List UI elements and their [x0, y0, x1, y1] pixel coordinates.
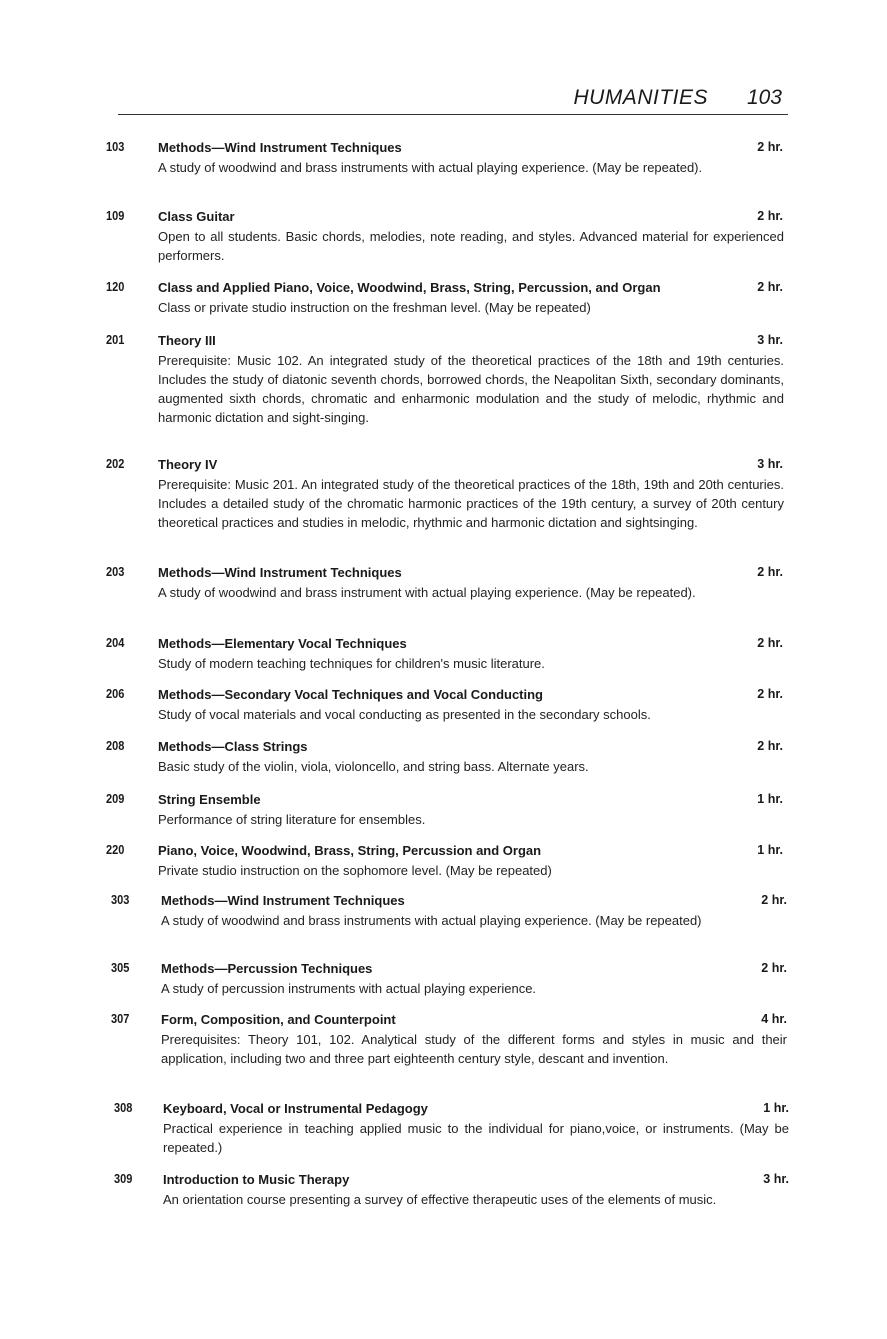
course-description: Practical experience in teaching applied music to the individual for piano,voice, or instruments. (May be repeated.) — [163, 1121, 789, 1155]
course-description: A study of percussion instruments with actual playing experience. — [161, 981, 537, 996]
course-number: 305 — [111, 961, 130, 975]
course-number: 307 — [111, 1012, 130, 1026]
course-number: 206 — [106, 687, 125, 701]
course-description: Class or private studio instruction on the freshman level. (May be repeated) — [158, 300, 591, 315]
course-number: 109 — [106, 209, 125, 223]
course-description: Basic study of the violin, viola, violoncello, and string bass. Alternate years. — [158, 759, 589, 774]
course-hours: 3 hr. — [757, 457, 783, 471]
course-title: Theory IV — [158, 457, 218, 472]
course-hours: 2 hr. — [757, 565, 783, 579]
course-title: Keyboard, Vocal or Instrumental Pedagogy — [163, 1101, 428, 1116]
course-description: Study of modern teaching techniques for children's music literature. — [158, 656, 545, 671]
course-title: Class and Applied Piano, Voice, Woodwind, Brass, String, Percussion, and Organ — [158, 280, 661, 295]
course-hours: 2 hr. — [757, 739, 783, 753]
course-number: 204 — [106, 636, 125, 650]
course-title: String Ensemble — [158, 792, 261, 807]
course-title: Methods—Secondary Vocal Techniques and Vocal Conducting — [158, 687, 543, 702]
course-number: 202 — [106, 457, 125, 471]
course-title: Methods—Class Strings — [158, 739, 308, 754]
course-description: Prerequisite: Music 102. An integrated study of the theoretical practices of the 18th and 19th centuries. Includes the study of diatonic seventh chords, borrowed chords, the Neapolitan Sixth, secondary dominants, augmented sixth chords, chromatic and enharmonic modulation and the study of melodic, rhythmic and harmonic dictation and sight-singing. — [158, 353, 784, 425]
section-title: HUMANITIES — [573, 86, 708, 109]
course-title: Introduction to Music Therapy — [163, 1172, 350, 1187]
course-description: Open to all students. Basic chords, melodies, note reading, and styles. Advanced material for experienced performers. — [158, 229, 784, 263]
course-description: A study of woodwind and brass instrument with actual playing experience. (May be repeated). — [158, 585, 696, 600]
course-title: Methods—Elementary Vocal Techniques — [158, 636, 407, 651]
course-title: Piano, Voice, Woodwind, Brass, String, Percussion and Organ — [158, 843, 542, 858]
course-number: 208 — [106, 739, 125, 753]
course-hours: 2 hr. — [757, 140, 783, 154]
course-description: A study of woodwind and brass instruments with actual playing experience. (May be repeated) — [161, 913, 702, 928]
course-description: An orientation course presenting a survey of effective therapeutic uses of the elements of music. — [163, 1192, 717, 1207]
course-title: Theory III — [158, 333, 216, 348]
course-hours: 1 hr. — [757, 843, 783, 857]
page-header — [118, 86, 788, 115]
course-description: Prerequisites: Theory 101, 102. Analytical study of the different forms and styles in music and their application, including two and three part eighteenth century style, descant and invention. — [161, 1032, 787, 1066]
course-number: 309 — [114, 1172, 133, 1186]
course-description: Private studio instruction on the sophomore level. (May be repeated) — [158, 863, 552, 878]
course-hours: 2 hr. — [757, 636, 783, 650]
course-hours: 3 hr. — [757, 333, 783, 347]
course-number: 209 — [106, 792, 125, 806]
course-description: Study of vocal materials and vocal conducting as presented in the secondary schools. — [158, 707, 651, 722]
course-number: 308 — [114, 1101, 133, 1115]
course-hours: 1 hr. — [757, 792, 783, 806]
course-title: Methods—Wind Instrument Techniques — [158, 140, 402, 155]
course-description: Performance of string literature for ensembles. — [158, 812, 426, 827]
course-number: 103 — [106, 140, 125, 154]
course-number: 201 — [106, 333, 125, 347]
course-hours: 2 hr. — [757, 280, 783, 294]
course-hours: 3 hr. — [763, 1172, 789, 1186]
course-description: A study of woodwind and brass instruments with actual playing experience. (May be repeated). — [158, 160, 703, 175]
course-hours: 2 hr. — [761, 961, 787, 975]
course-hours: 1 hr. — [763, 1101, 789, 1115]
course-title: Methods—Wind Instrument Techniques — [158, 565, 402, 580]
page-number: 103 — [746, 86, 782, 109]
course-number: 220 — [106, 843, 125, 857]
course-title: Methods—Percussion Techniques — [161, 961, 373, 976]
course-hours: 4 hr. — [761, 1012, 787, 1026]
course-number: 120 — [106, 280, 125, 294]
course-hours: 2 hr. — [757, 687, 783, 701]
course-title: Methods—Wind Instrument Techniques — [161, 893, 405, 908]
course-hours: 2 hr. — [757, 209, 783, 223]
course-number: 203 — [106, 565, 125, 579]
course-hours: 2 hr. — [761, 893, 787, 907]
course-description: Prerequisite: Music 201. An integrated study of the theoretical practices of the 18th, 19th and 20th centuries. Includes a detailed study of the chromatic harmonic practices of the 19th century, a survey of 20th century theoretical practices and studies in melodic, rhythmic and harmonic dictation and sightsinging. — [158, 477, 784, 530]
course-number: 303 — [111, 893, 130, 907]
course-title: Class Guitar — [158, 209, 235, 224]
course-title: Form, Composition, and Counterpoint — [161, 1012, 396, 1027]
